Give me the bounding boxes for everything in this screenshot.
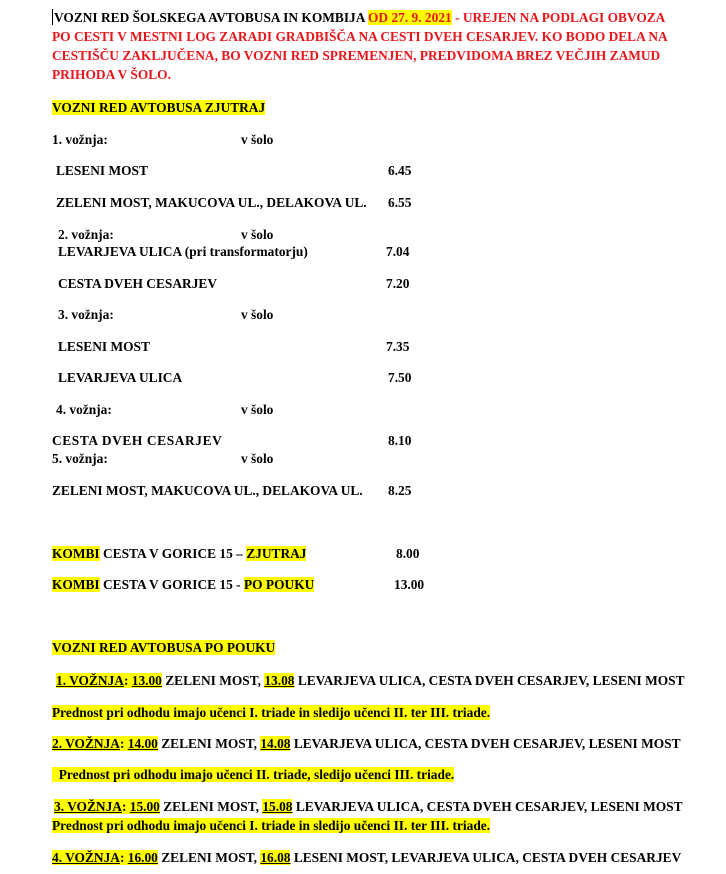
trip2-destination: v šolo — [241, 227, 274, 242]
trip2-time-2: 7.20 — [386, 276, 410, 291]
kombi-morning-time: 8.00 — [396, 546, 420, 561]
trip1-destination: v šolo — [241, 132, 274, 147]
trip4-destination: v šolo — [241, 402, 274, 417]
trip5-label: 5. vožnja: — [52, 451, 108, 466]
header-line-2: PO CESTI V MESTNI LOG ZARADI GRADBIŠČA NA CESTI DVEH CESARJEV. KO BODO DELA NA — [52, 29, 668, 44]
text-cursor — [52, 9, 53, 25]
trip3-stop-1: LESENI MOST — [58, 339, 150, 354]
morning-title: VOZNI RED AVTOBUSA ZJUTRAJ — [52, 100, 266, 115]
kombi-afternoon-time: 13.00 — [394, 577, 425, 592]
afternoon-trip-1: 1. VOŽNJA: 13.00 ZELENI MOST, 13.08 LEVARJEVA ULICA, CESTA DVEH CESARJEV, LESENI MOST — [56, 673, 685, 688]
afternoon-trip-4: 4. VOŽNJA: 16.00 ZELENI MOST, 16.08 LESENI MOST, LEVARJEVA ULICA, CESTA DVEH CESARJEV — [52, 850, 682, 865]
header-date: OD 27. 9. 2021 — [368, 10, 452, 25]
trip2-stop-2: CESTA DVEH CESARJEV — [58, 276, 217, 291]
trip5-stop-1: ZELENI MOST, MAKUCOVA UL., DELAKOVA UL. — [52, 483, 363, 498]
afternoon-trip-2: 2. VOŽNJA: 14.00 ZELENI MOST, 14.08 LEVARJEVA ULICA, CESTA DVEH CESARJEV, LESENI MOST — [52, 736, 681, 751]
afternoon-trip-3: 3. VOŽNJA: 15.00 ZELENI MOST, 15.08 LEVARJEVA ULICA, CESTA DVEH CESARJEV, LESENI MOST — [54, 799, 683, 814]
header-title: VOZNI RED ŠOLSKEGA AVTOBUSA IN KOMBIJA — [54, 10, 369, 25]
trip2-label: 2. vožnja: — [58, 227, 114, 242]
trip3-time-2: 7.50 — [388, 370, 412, 385]
trip3-time-1: 7.35 — [386, 339, 410, 354]
trip5-destination: v šolo — [241, 451, 274, 466]
trip1-stop-2: ZELENI MOST, MAKUCOVA UL., DELAKOVA UL. — [56, 195, 367, 210]
trip1-time-1: 6.45 — [388, 163, 412, 178]
header-line-4: PRIHODA V ŠOLO. — [52, 67, 171, 82]
kombi-afternoon-line: KOMBI CESTA V GORICE 15 - PO POUKU — [52, 577, 315, 592]
trip4-stop-1: CESTA DVEH CESARJEV — [52, 433, 223, 448]
trip1-stop-1: LESENI MOST — [56, 163, 148, 178]
trip1-time-2: 6.55 — [388, 195, 412, 210]
trip5-time-1: 8.25 — [388, 483, 412, 498]
trip4-time-1: 8.10 — [388, 433, 412, 448]
trip4-label: 4. vožnja: — [56, 402, 112, 417]
trip2-time-1: 7.04 — [386, 244, 410, 259]
kombi-morning-line: KOMBI CESTA V GORICE 15 – ZJUTRAJ — [52, 546, 307, 561]
trip2-stop-1: LEVARJEVA ULICA (pri transformatorju) — [58, 244, 308, 259]
trip3-destination: v šolo — [241, 307, 274, 322]
afternoon-trip-2-note: Prednost pri odhodu imajo učenci II. triade, sledijo učenci III. triade. — [52, 767, 454, 783]
header-line-1 — [54, 10, 665, 26]
trip1-label: 1. vožnja: — [52, 132, 108, 147]
trip3-label: 3. vožnja: — [58, 307, 114, 322]
afternoon-title: VOZNI RED AVTOBUSA PO POUKU — [52, 640, 276, 655]
trip3-stop-2: LEVARJEVA ULICA — [58, 370, 183, 385]
afternoon-trip-1-note: Prednost pri odhodu imajo učenci I. triade in sledijo učenci II. ter III. triade. — [52, 705, 491, 720]
header-line-3: CESTIŠČU ZAKLJUČENA, BO VOZNI RED SPREMENJEN, PREDVIDOMA BREZ VEČJIH ZAMUD — [52, 48, 661, 63]
afternoon-trip-3-note: Prednost pri odhodu imajo učenci I. triade in sledijo učenci II. ter III. triade. — [52, 818, 491, 833]
header-note: - UREJEN NA PODLAGI OBVOZA — [451, 10, 666, 25]
